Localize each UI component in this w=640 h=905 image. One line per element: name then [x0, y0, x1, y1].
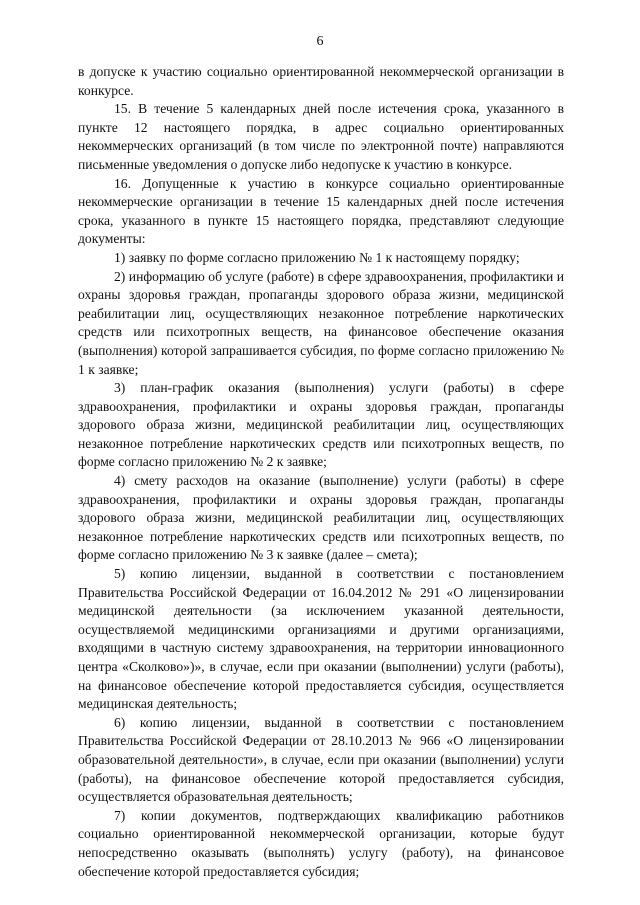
paragraph-item-16: 16. Допущенные к участию в конкурсе социально ориентированные некоммерческие организации в течение 15 календарных дней после истечения срока, указанного в пункте 15 настоящего порядка, представляют следующие документы:	[78, 175, 564, 247]
list-item-1: 1) заявку по форме согласно приложению № 1 к настоящему порядку;	[114, 249, 520, 265]
page-number: 6	[316, 34, 324, 49]
list-item-3: 3) план-график оказания (выполнения) услуги (работы) в сфере здравоохранения, профилактики и охраны здоровья граждан, пропаганды здорового образа жизни, медицинской реабилитации лиц, осуществляющих незаконное потребление наркотических средств или психотропных веществ, по форме согласно приложению № 2 к заявке;	[78, 380, 564, 470]
list-item-2: 2) информацию об услуге (работе) в сфере здравоохранения, профилактики и охраны здоровья граждан, пропаганды здорового образа жизни, медицинской реабилитации лиц, осуществляющих незаконное потребление наркотических средств или психотропных веществ, на финансовое обеспечение оказания (выполнения) которой запрашивается субсидия, по форме согласно приложению № 1 к заявке;	[78, 268, 564, 377]
document-body	[78, 63, 564, 881]
list-item-5: 5) копию лицензии, выданной в соответствии с постановлением Правительства Российской Федерации от 16.04.2012 № 291 «О лицензировании медицинской деятельности (за исключением указанной деятельности, осуществляемой медицинскими организациями и другими организациями, входящими в частную систему здравоохранения, на территории инновационного центра «Сколково»)», в случае, если при оказании (выполнении) услуги (работы), на финансовое обеспечение которой предоставляется субсидия, осуществляется медицинская деятельность;	[78, 566, 564, 712]
list-item-4: 4) смету расходов на оказание (выполнение) услуги (работы) в сфере здравоохранения, профилактики и охраны здоровья граждан, пропаганды здорового образа жизни, медицинской реабилитации лиц, осуществляющих незаконное потребление наркотических средств или психотропных веществ, по форме согласно приложению № 3 к заявке (далее – смета);	[78, 473, 564, 563]
list-item-6: 6) копию лицензии, выданной в соответствии с постановлением Правительства Российской Федерации от 28.10.2013 № 966 «О лицензировании образовательной деятельности», в случае, если при оказании (выполнении) услуги (работы), на финансовое обеспечение которой предоставляется субсидия, осуществляется образовательная деятельность;	[78, 714, 564, 805]
list-item-7: 7) копии документов, подтверждающих квалификацию работников социально ориентированной некоммерческой организации, которые будут непосредственно оказывать (выполнять) услугу (работу), на финансовое обеспечение которой предоставляется субсидия;	[78, 807, 564, 879]
paragraph-continuation: в допуске к участию социально ориентированной некоммерческой организации в конкурсе.	[78, 64, 564, 98]
paragraph-item-15: 15. В течение 5 календарных дней после истечения срока, указанного в пункте 12 настоящего порядка, в адрес социально ориентированных некоммерческих организаций (в том числе по электронной почте) направляются письменные уведомления о допуске либо недопуске к участию в конкурсе.	[78, 101, 564, 172]
